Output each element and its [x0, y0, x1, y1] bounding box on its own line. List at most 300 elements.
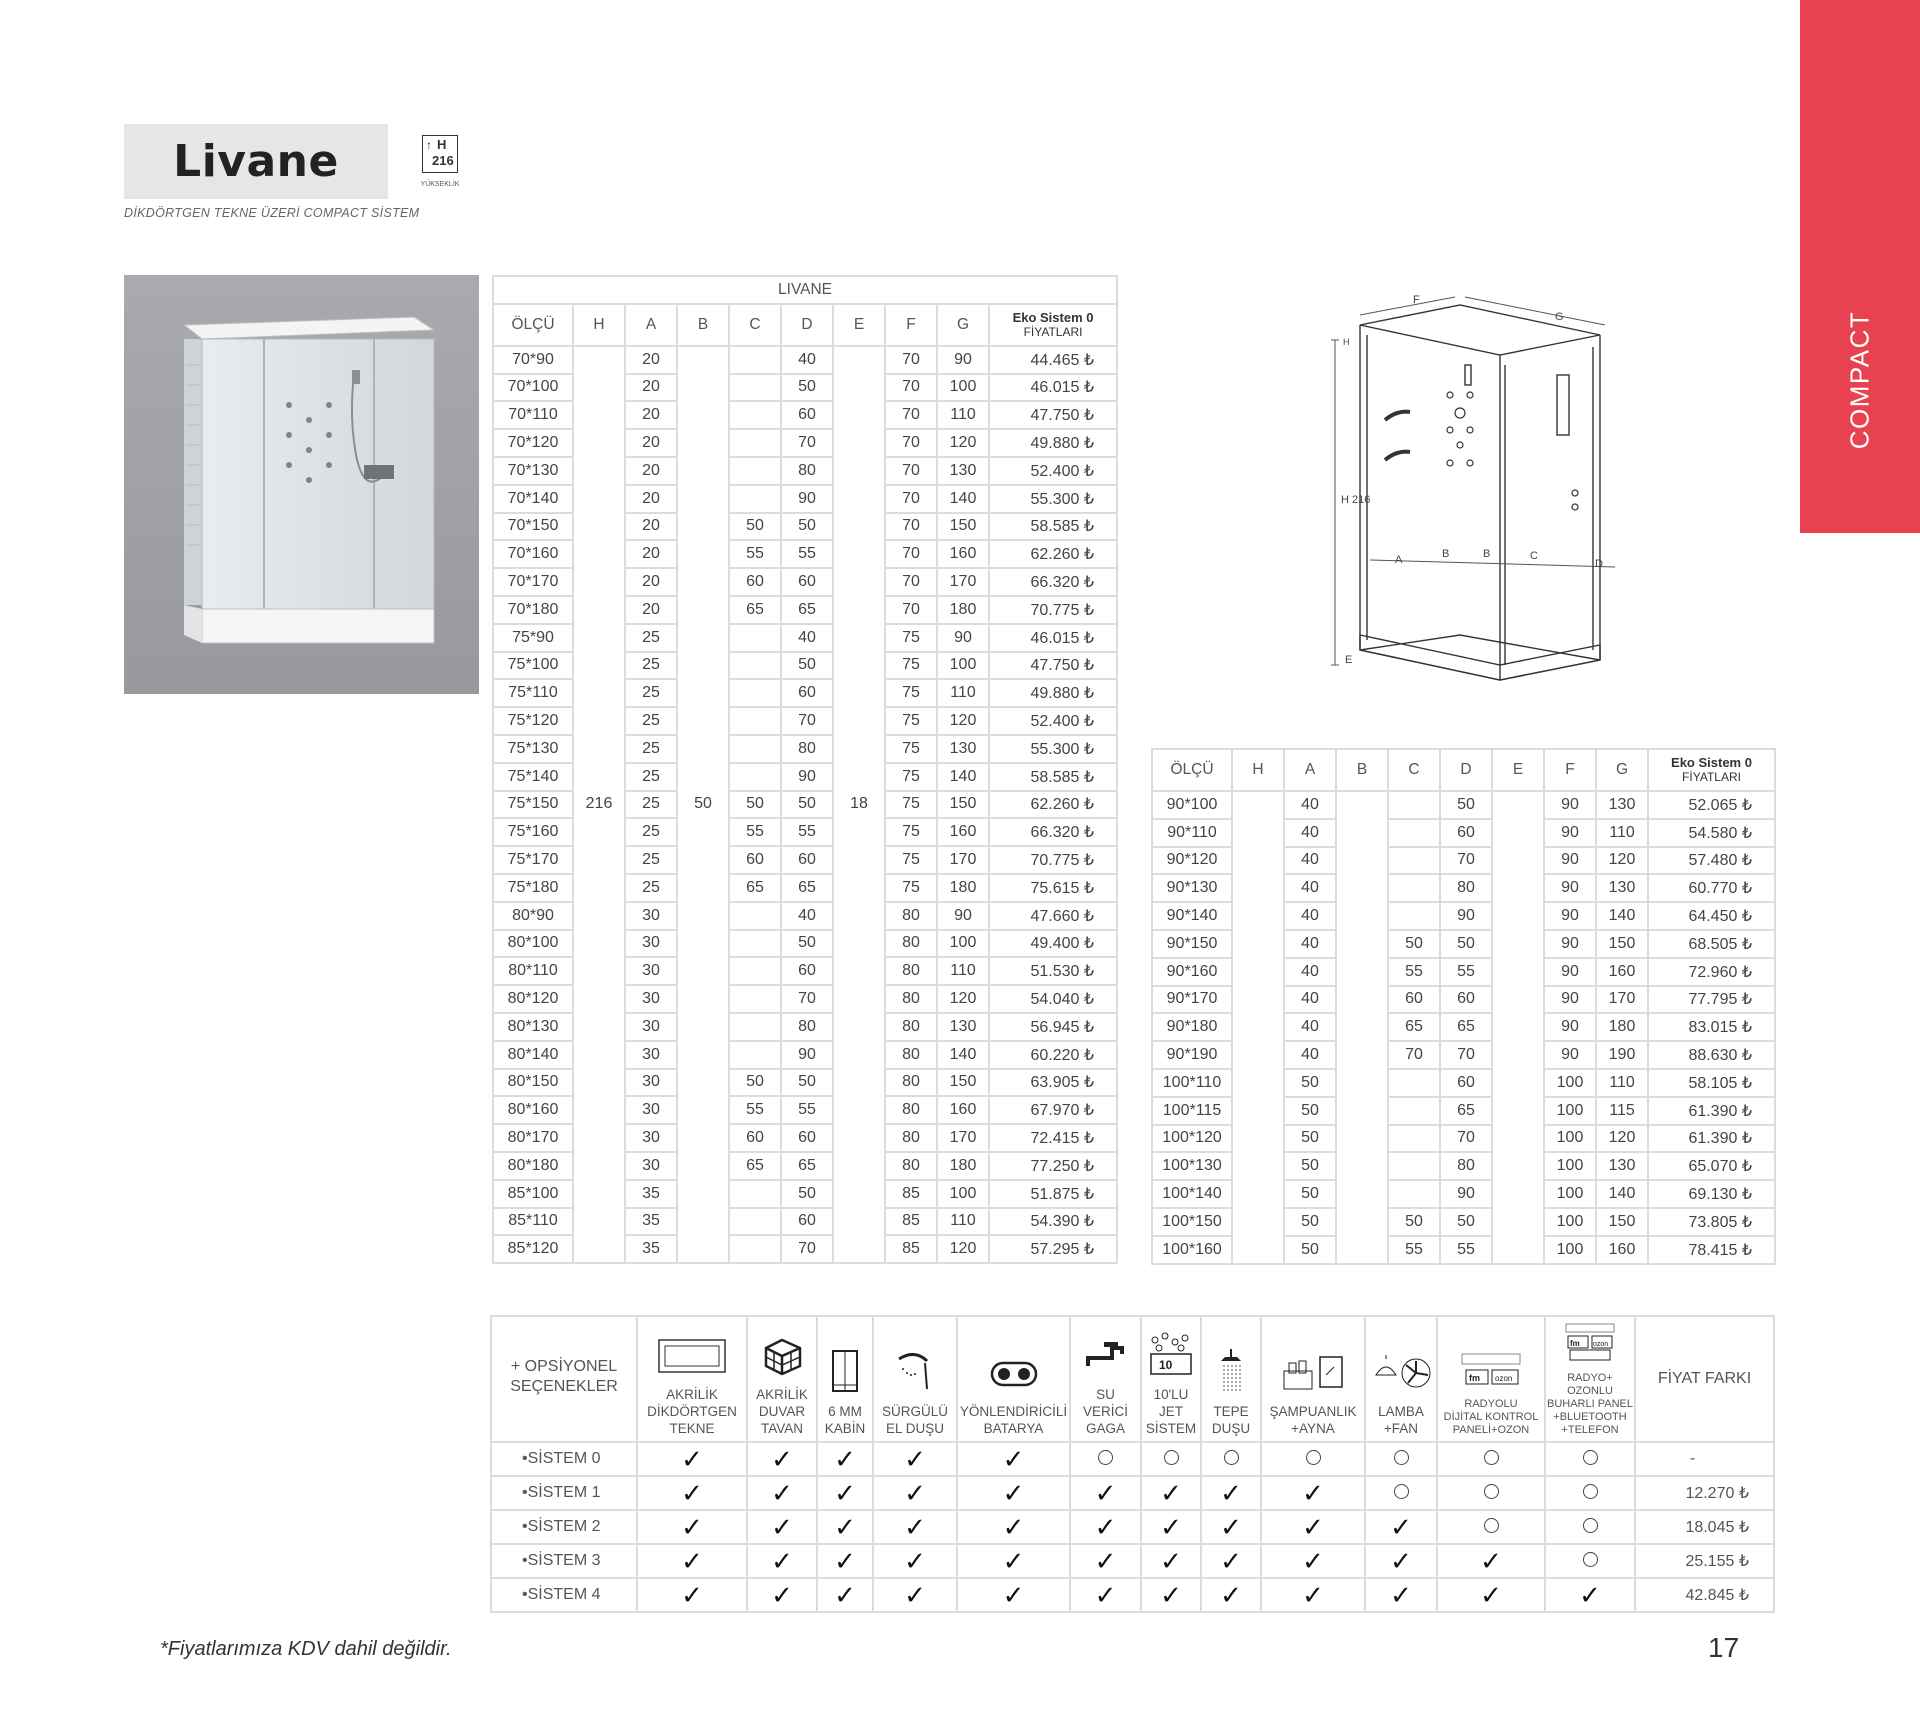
- system-name: •SİSTEM 3: [491, 1544, 637, 1578]
- category-tab: [1800, 0, 1920, 533]
- size-cell: 70*130: [493, 457, 573, 485]
- price-cell: 52.400 ₺: [989, 457, 1117, 485]
- size-cell: 70*120: [493, 429, 573, 457]
- included-cell: [1365, 1544, 1437, 1578]
- g-cell: 140: [1596, 902, 1648, 930]
- option-column-header: [873, 1316, 957, 1442]
- a-cell: 20: [625, 513, 677, 541]
- c-cell: [729, 985, 781, 1013]
- check-icon: ✓: [681, 1579, 703, 1610]
- check-icon: ✓: [681, 1511, 703, 1542]
- c-cell: [729, 930, 781, 958]
- d-cell: 90: [781, 485, 833, 513]
- d-cell: 60: [1440, 819, 1492, 847]
- included-cell: [873, 1544, 957, 1578]
- c-cell: [729, 763, 781, 791]
- price-cell: 60.220 ₺: [989, 1041, 1117, 1069]
- price-cell: 65.070 ₺: [1648, 1152, 1775, 1180]
- price-cell: 58.585 ₺: [989, 513, 1117, 541]
- a-cell: 20: [625, 540, 677, 568]
- g-cell: 180: [937, 1152, 989, 1180]
- g-cell: 90: [937, 346, 989, 374]
- g-cell: 120: [937, 707, 989, 735]
- included-cell: [1365, 1510, 1437, 1544]
- c-cell: 55: [729, 540, 781, 568]
- g-cell: 150: [1596, 1208, 1648, 1236]
- option-row: [491, 1476, 1774, 1510]
- f-cell: 85: [885, 1180, 937, 1208]
- price-cell: 49.400 ₺: [989, 930, 1117, 958]
- price-cell: 62.260 ₺: [989, 540, 1117, 568]
- option-label-line: +FAN: [1383, 1421, 1419, 1436]
- included-cell: [817, 1476, 873, 1510]
- g-cell: 180: [1596, 1013, 1648, 1041]
- f-cell: 75: [885, 818, 937, 846]
- check-icon: ✓: [1220, 1477, 1242, 1508]
- options-title-line1: + OPSİYONEL: [510, 1358, 618, 1375]
- d-cell: 60: [781, 568, 833, 596]
- price-cell: 57.295 ₺: [989, 1235, 1117, 1263]
- option-row: [491, 1544, 1774, 1578]
- c-cell: [729, 624, 781, 652]
- c-cell: [729, 401, 781, 429]
- option-label-line: RADYO+: [1567, 1372, 1613, 1384]
- size-cell: 90*140: [1152, 902, 1232, 930]
- f-cell: 75: [885, 707, 937, 735]
- c-cell: 65: [729, 1152, 781, 1180]
- check-icon: ✓: [1220, 1579, 1242, 1610]
- check-icon: ✓: [834, 1477, 856, 1508]
- d-cell: 50: [781, 374, 833, 402]
- price-cell: 46.015 ₺: [989, 624, 1117, 652]
- f-cell: 85: [885, 1208, 937, 1236]
- check-icon: ✓: [771, 1477, 793, 1508]
- c-cell: 60: [729, 568, 781, 596]
- included-cell: [957, 1578, 1070, 1612]
- c-cell: 50: [1388, 1208, 1440, 1236]
- product-photo: [124, 275, 479, 694]
- f-cell: 70: [885, 457, 937, 485]
- price-cell: 83.015 ₺: [1648, 1013, 1775, 1041]
- price-cell: 47.750 ₺: [989, 652, 1117, 680]
- b-cell: [1336, 791, 1388, 1264]
- f-cell: 75: [885, 652, 937, 680]
- check-icon: ✓: [1002, 1477, 1025, 1508]
- d-cell: 90: [1440, 902, 1492, 930]
- optional-cell: [1437, 1510, 1545, 1544]
- height-letter: H: [437, 137, 447, 152]
- table-row: [1152, 791, 1775, 819]
- a-cell: 20: [625, 401, 677, 429]
- c-cell: [729, 1180, 781, 1208]
- size-cell: 80*170: [493, 1124, 573, 1152]
- size-cell: 70*90: [493, 346, 573, 374]
- price-cell: 68.505 ₺: [1648, 930, 1775, 958]
- check-icon: ✓: [1390, 1511, 1412, 1542]
- c-cell: [1388, 1069, 1440, 1097]
- check-icon: ✓: [834, 1579, 856, 1610]
- size-cell: 100*150: [1152, 1208, 1232, 1236]
- column-header: ÖLÇÜ: [493, 304, 573, 346]
- included-cell: [1201, 1544, 1261, 1578]
- size-cell: 90*150: [1152, 930, 1232, 958]
- f-cell: 75: [885, 679, 937, 707]
- d-cell: 50: [781, 1180, 833, 1208]
- price-cell: 49.880 ₺: [989, 679, 1117, 707]
- check-icon: ✓: [1302, 1477, 1324, 1508]
- price-cell: 55.300 ₺: [989, 485, 1117, 513]
- g-cell: 190: [1596, 1041, 1648, 1069]
- check-icon: ✓: [681, 1443, 703, 1474]
- diagram-g-label: G: [1555, 311, 1564, 323]
- circle-icon: [1394, 1484, 1409, 1499]
- column-header: B: [677, 304, 729, 346]
- a-cell: 20: [625, 346, 677, 374]
- a-cell: 40: [1284, 902, 1336, 930]
- d-cell: 70: [781, 429, 833, 457]
- options-title-line2: SEÇENEKLER: [510, 1378, 618, 1395]
- size-cell: 70*150: [493, 513, 573, 541]
- g-cell: 180: [937, 874, 989, 902]
- optional-cell: [1437, 1476, 1545, 1510]
- price-cell: 51.530 ₺: [989, 957, 1117, 985]
- faucet-icon: [1071, 1336, 1140, 1380]
- check-icon: ✓: [904, 1477, 926, 1508]
- price-cell: 72.960 ₺: [1648, 958, 1775, 986]
- diagram-d-label: D: [1595, 558, 1603, 570]
- optional-cell: [1437, 1442, 1545, 1476]
- fm-label: fm: [1469, 1373, 1480, 1383]
- option-label-line: YÖNLENDİRİCİLİ: [959, 1404, 1068, 1419]
- option-label-line: DUŞU: [1211, 1421, 1251, 1436]
- c-cell: [1388, 819, 1440, 847]
- diagram-h-label: H 216: [1341, 494, 1371, 506]
- g-cell: 120: [937, 1235, 989, 1263]
- option-label-line: DİJİTAL KONTROL: [1443, 1411, 1539, 1423]
- c-cell: 55: [729, 1096, 781, 1124]
- a-cell: 40: [1284, 791, 1336, 819]
- d-cell: 60: [781, 401, 833, 429]
- vat-footnote: *Fiyatlarımıza KDV dahil değildir.: [160, 1638, 452, 1660]
- d-cell: 90: [781, 1041, 833, 1069]
- f-cell: 100: [1544, 1152, 1596, 1180]
- mixer-icon: [958, 1357, 1069, 1397]
- f-cell: 80: [885, 1096, 937, 1124]
- a-cell: 40: [1284, 874, 1336, 902]
- f-cell: 100: [1544, 1097, 1596, 1125]
- check-icon: ✓: [1160, 1511, 1182, 1542]
- a-cell: 20: [625, 485, 677, 513]
- c-cell: [729, 735, 781, 763]
- included-cell: [637, 1544, 747, 1578]
- c-cell: 65: [729, 596, 781, 624]
- c-cell: 50: [729, 513, 781, 541]
- table-header-row: [493, 304, 1117, 346]
- c-cell: [729, 652, 781, 680]
- a-cell: 50: [1284, 1152, 1336, 1180]
- check-icon: ✓: [834, 1545, 856, 1576]
- check-icon: ✓: [1220, 1511, 1242, 1542]
- c-cell: [729, 957, 781, 985]
- price-cell: 58.585 ₺: [989, 763, 1117, 791]
- column-header: D: [1440, 749, 1492, 791]
- product-subtitle: DİKDÖRTGEN TEKNE ÜZERİ COMPACT SİSTEM: [124, 206, 420, 220]
- a-cell: 30: [625, 1124, 677, 1152]
- size-cell: 75*130: [493, 735, 573, 763]
- included-cell: [747, 1544, 817, 1578]
- price-cell: 56.945 ₺: [989, 1013, 1117, 1041]
- option-column-header: [1365, 1316, 1437, 1442]
- shower-cabin-illustration: [124, 275, 479, 694]
- c-cell: [729, 374, 781, 402]
- included-cell: [817, 1578, 873, 1612]
- included-cell: [637, 1510, 747, 1544]
- check-icon: ✓: [1002, 1545, 1025, 1576]
- g-cell: 120: [1596, 847, 1648, 875]
- g-cell: 130: [1596, 791, 1648, 819]
- c-cell: [1388, 874, 1440, 902]
- size-cell: 90*160: [1152, 958, 1232, 986]
- included-cell: [1365, 1578, 1437, 1612]
- d-cell: 55: [781, 1096, 833, 1124]
- optional-cell: [1545, 1442, 1635, 1476]
- diagram-c-label: C: [1530, 550, 1538, 562]
- check-icon: ✓: [1579, 1579, 1601, 1610]
- a-cell: 25: [625, 652, 677, 680]
- f-cell: 90: [1544, 847, 1596, 875]
- c-cell: [729, 1013, 781, 1041]
- g-cell: 100: [937, 930, 989, 958]
- price-diff-header: FİYAT FARKI: [1635, 1316, 1774, 1442]
- price-cell: 73.805 ₺: [1648, 1208, 1775, 1236]
- d-cell: 65: [1440, 1097, 1492, 1125]
- size-cell: 75*180: [493, 874, 573, 902]
- g-cell: 150: [1596, 930, 1648, 958]
- a-cell: 50: [1284, 1125, 1336, 1153]
- size-cell: 90*170: [1152, 986, 1232, 1014]
- option-column-header: [957, 1316, 1070, 1442]
- circle-icon: [1484, 1518, 1499, 1533]
- check-icon: ✓: [1480, 1579, 1502, 1610]
- size-cell: 85*100: [493, 1180, 573, 1208]
- size-cell: 100*120: [1152, 1125, 1232, 1153]
- d-cell: 70: [1440, 847, 1492, 875]
- check-icon: ✓: [1094, 1579, 1117, 1610]
- option-label-line: SU: [1096, 1387, 1115, 1402]
- size-cell: 70*140: [493, 485, 573, 513]
- price-cell: 46.015 ₺: [989, 374, 1117, 402]
- column-header: ÖLÇÜ: [1152, 749, 1232, 791]
- ozon-label: ozon: [1495, 1374, 1513, 1383]
- d-cell: 80: [781, 457, 833, 485]
- eko-price-header: [989, 304, 1117, 346]
- g-cell: 160: [937, 540, 989, 568]
- price-cell: 78.415 ₺: [1648, 1236, 1775, 1264]
- check-icon: ✓: [1302, 1579, 1324, 1610]
- circle-icon: [1484, 1484, 1499, 1499]
- circle-icon: [1583, 1518, 1598, 1533]
- size-cell: 90*190: [1152, 1041, 1232, 1069]
- option-column-header: [1201, 1316, 1261, 1442]
- a-cell: 50: [1284, 1236, 1336, 1264]
- eko-price-header: [1648, 749, 1775, 791]
- height-glyph: ↑ H 216: [422, 135, 458, 173]
- system-name: •SİSTEM 1: [491, 1476, 637, 1510]
- d-cell: 80: [1440, 1152, 1492, 1180]
- a-cell: 40: [1284, 847, 1336, 875]
- a-cell: 40: [1284, 958, 1336, 986]
- d-cell: 60: [781, 846, 833, 874]
- option-label-line: +TELEFON: [1561, 1424, 1619, 1436]
- check-icon: ✓: [834, 1443, 856, 1474]
- size-cell: 75*160: [493, 818, 573, 846]
- included-cell: [1141, 1578, 1201, 1612]
- g-cell: 130: [1596, 1152, 1648, 1180]
- price-cell: 44.465 ₺: [989, 346, 1117, 374]
- d-cell: 40: [781, 346, 833, 374]
- shampoo-mirror-icon: [1262, 1353, 1364, 1397]
- option-label-line: AKRİLİK: [666, 1387, 718, 1402]
- size-cell: 80*140: [493, 1041, 573, 1069]
- price-cell: 52.065 ₺: [1648, 791, 1775, 819]
- included-cell: [1437, 1578, 1545, 1612]
- circle-icon: [1306, 1450, 1321, 1465]
- glass-cabin-icon: [818, 1349, 872, 1397]
- f-cell: 90: [1544, 986, 1596, 1014]
- options-table: [490, 1315, 1775, 1613]
- f-cell: 70: [885, 374, 937, 402]
- check-icon: ✓: [771, 1443, 793, 1474]
- c-cell: [729, 429, 781, 457]
- circle-icon: [1583, 1552, 1598, 1567]
- check-icon: ✓: [904, 1545, 926, 1576]
- h-cell: [1232, 791, 1284, 1264]
- included-cell: [637, 1578, 747, 1612]
- f-cell: 80: [885, 1041, 937, 1069]
- d-cell: 50: [1440, 791, 1492, 819]
- product-title: Livane: [173, 136, 339, 187]
- optional-cell: [1201, 1442, 1261, 1476]
- a-cell: 50: [1284, 1069, 1336, 1097]
- option-label-line: 6 MM: [828, 1404, 862, 1419]
- included-cell: [1261, 1578, 1365, 1612]
- c-cell: 55: [1388, 1236, 1440, 1264]
- included-cell: [957, 1510, 1070, 1544]
- option-label-line: TEPE: [1213, 1404, 1249, 1419]
- included-cell: [637, 1476, 747, 1510]
- f-cell: 80: [885, 930, 937, 958]
- diagram-top-label: H: [1343, 337, 1350, 347]
- d-cell: 80: [1440, 874, 1492, 902]
- a-cell: 30: [625, 1041, 677, 1069]
- system-name: •SİSTEM 2: [491, 1510, 637, 1544]
- size-cell: 80*160: [493, 1096, 573, 1124]
- included-cell: [957, 1476, 1070, 1510]
- included-cell: [1141, 1544, 1201, 1578]
- c-cell: [729, 485, 781, 513]
- included-cell: [1261, 1476, 1365, 1510]
- included-cell: [1070, 1578, 1141, 1612]
- g-cell: 100: [937, 374, 989, 402]
- f-cell: 90: [1544, 819, 1596, 847]
- g-cell: 110: [937, 957, 989, 985]
- size-cell: 80*90: [493, 902, 573, 930]
- d-cell: 40: [781, 902, 833, 930]
- a-cell: 20: [625, 429, 677, 457]
- check-icon: ✓: [1094, 1545, 1117, 1576]
- c-cell: [729, 707, 781, 735]
- price-cell: 54.390 ₺: [989, 1208, 1117, 1236]
- column-header: C: [1388, 749, 1440, 791]
- price-table-large: [1151, 748, 1776, 1265]
- size-cell: 80*120: [493, 985, 573, 1013]
- a-cell: 30: [625, 1152, 677, 1180]
- option-label-line: BATARYA: [983, 1421, 1044, 1436]
- d-cell: 60: [781, 957, 833, 985]
- check-icon: ✓: [1160, 1545, 1182, 1576]
- circle-icon: [1224, 1450, 1239, 1465]
- options-title: [491, 1316, 637, 1442]
- check-icon: ✓: [904, 1443, 926, 1474]
- a-cell: 30: [625, 957, 677, 985]
- d-cell: 65: [781, 874, 833, 902]
- eko-sub: FİYATLARI: [1023, 324, 1083, 339]
- g-cell: 130: [1596, 874, 1648, 902]
- c-cell: 50: [729, 1069, 781, 1097]
- a-cell: 30: [625, 1069, 677, 1097]
- included-cell: [747, 1476, 817, 1510]
- size-cell: 75*110: [493, 679, 573, 707]
- g-cell: 140: [937, 485, 989, 513]
- check-icon: ✓: [1390, 1579, 1412, 1610]
- d-cell: 50: [781, 1069, 833, 1097]
- check-icon: ✓: [1390, 1545, 1412, 1576]
- column-header: F: [1544, 749, 1596, 791]
- a-cell: 25: [625, 735, 677, 763]
- option-row: [491, 1442, 1774, 1476]
- size-cell: 80*180: [493, 1152, 573, 1180]
- included-cell: [1201, 1476, 1261, 1510]
- c-cell: [729, 346, 781, 374]
- column-header: H: [573, 304, 625, 346]
- check-icon: ✓: [771, 1579, 793, 1610]
- column-header: F: [885, 304, 937, 346]
- c-cell: [1388, 1152, 1440, 1180]
- f-cell: 85: [885, 1235, 937, 1263]
- d-cell: 70: [781, 985, 833, 1013]
- c-cell: [729, 1041, 781, 1069]
- a-cell: 20: [625, 596, 677, 624]
- product-title-box: [124, 124, 388, 199]
- check-icon: ✓: [1220, 1545, 1242, 1576]
- size-cell: 90*120: [1152, 847, 1232, 875]
- included-cell: [1070, 1544, 1141, 1578]
- c-cell: 60: [1388, 986, 1440, 1014]
- a-cell: 25: [625, 679, 677, 707]
- diagram-b2-label: B: [1483, 548, 1491, 560]
- column-header: C: [729, 304, 781, 346]
- f-cell: 70: [885, 346, 937, 374]
- size-cell: 75*170: [493, 846, 573, 874]
- f-cell: 70: [885, 540, 937, 568]
- included-cell: [1141, 1476, 1201, 1510]
- technical-drawing: [1305, 295, 1645, 695]
- price-cell: 55.300 ₺: [989, 735, 1117, 763]
- price-cell: 54.040 ₺: [989, 985, 1117, 1013]
- g-cell: 90: [937, 902, 989, 930]
- c-cell: 50: [1388, 930, 1440, 958]
- option-column-header: [747, 1316, 817, 1442]
